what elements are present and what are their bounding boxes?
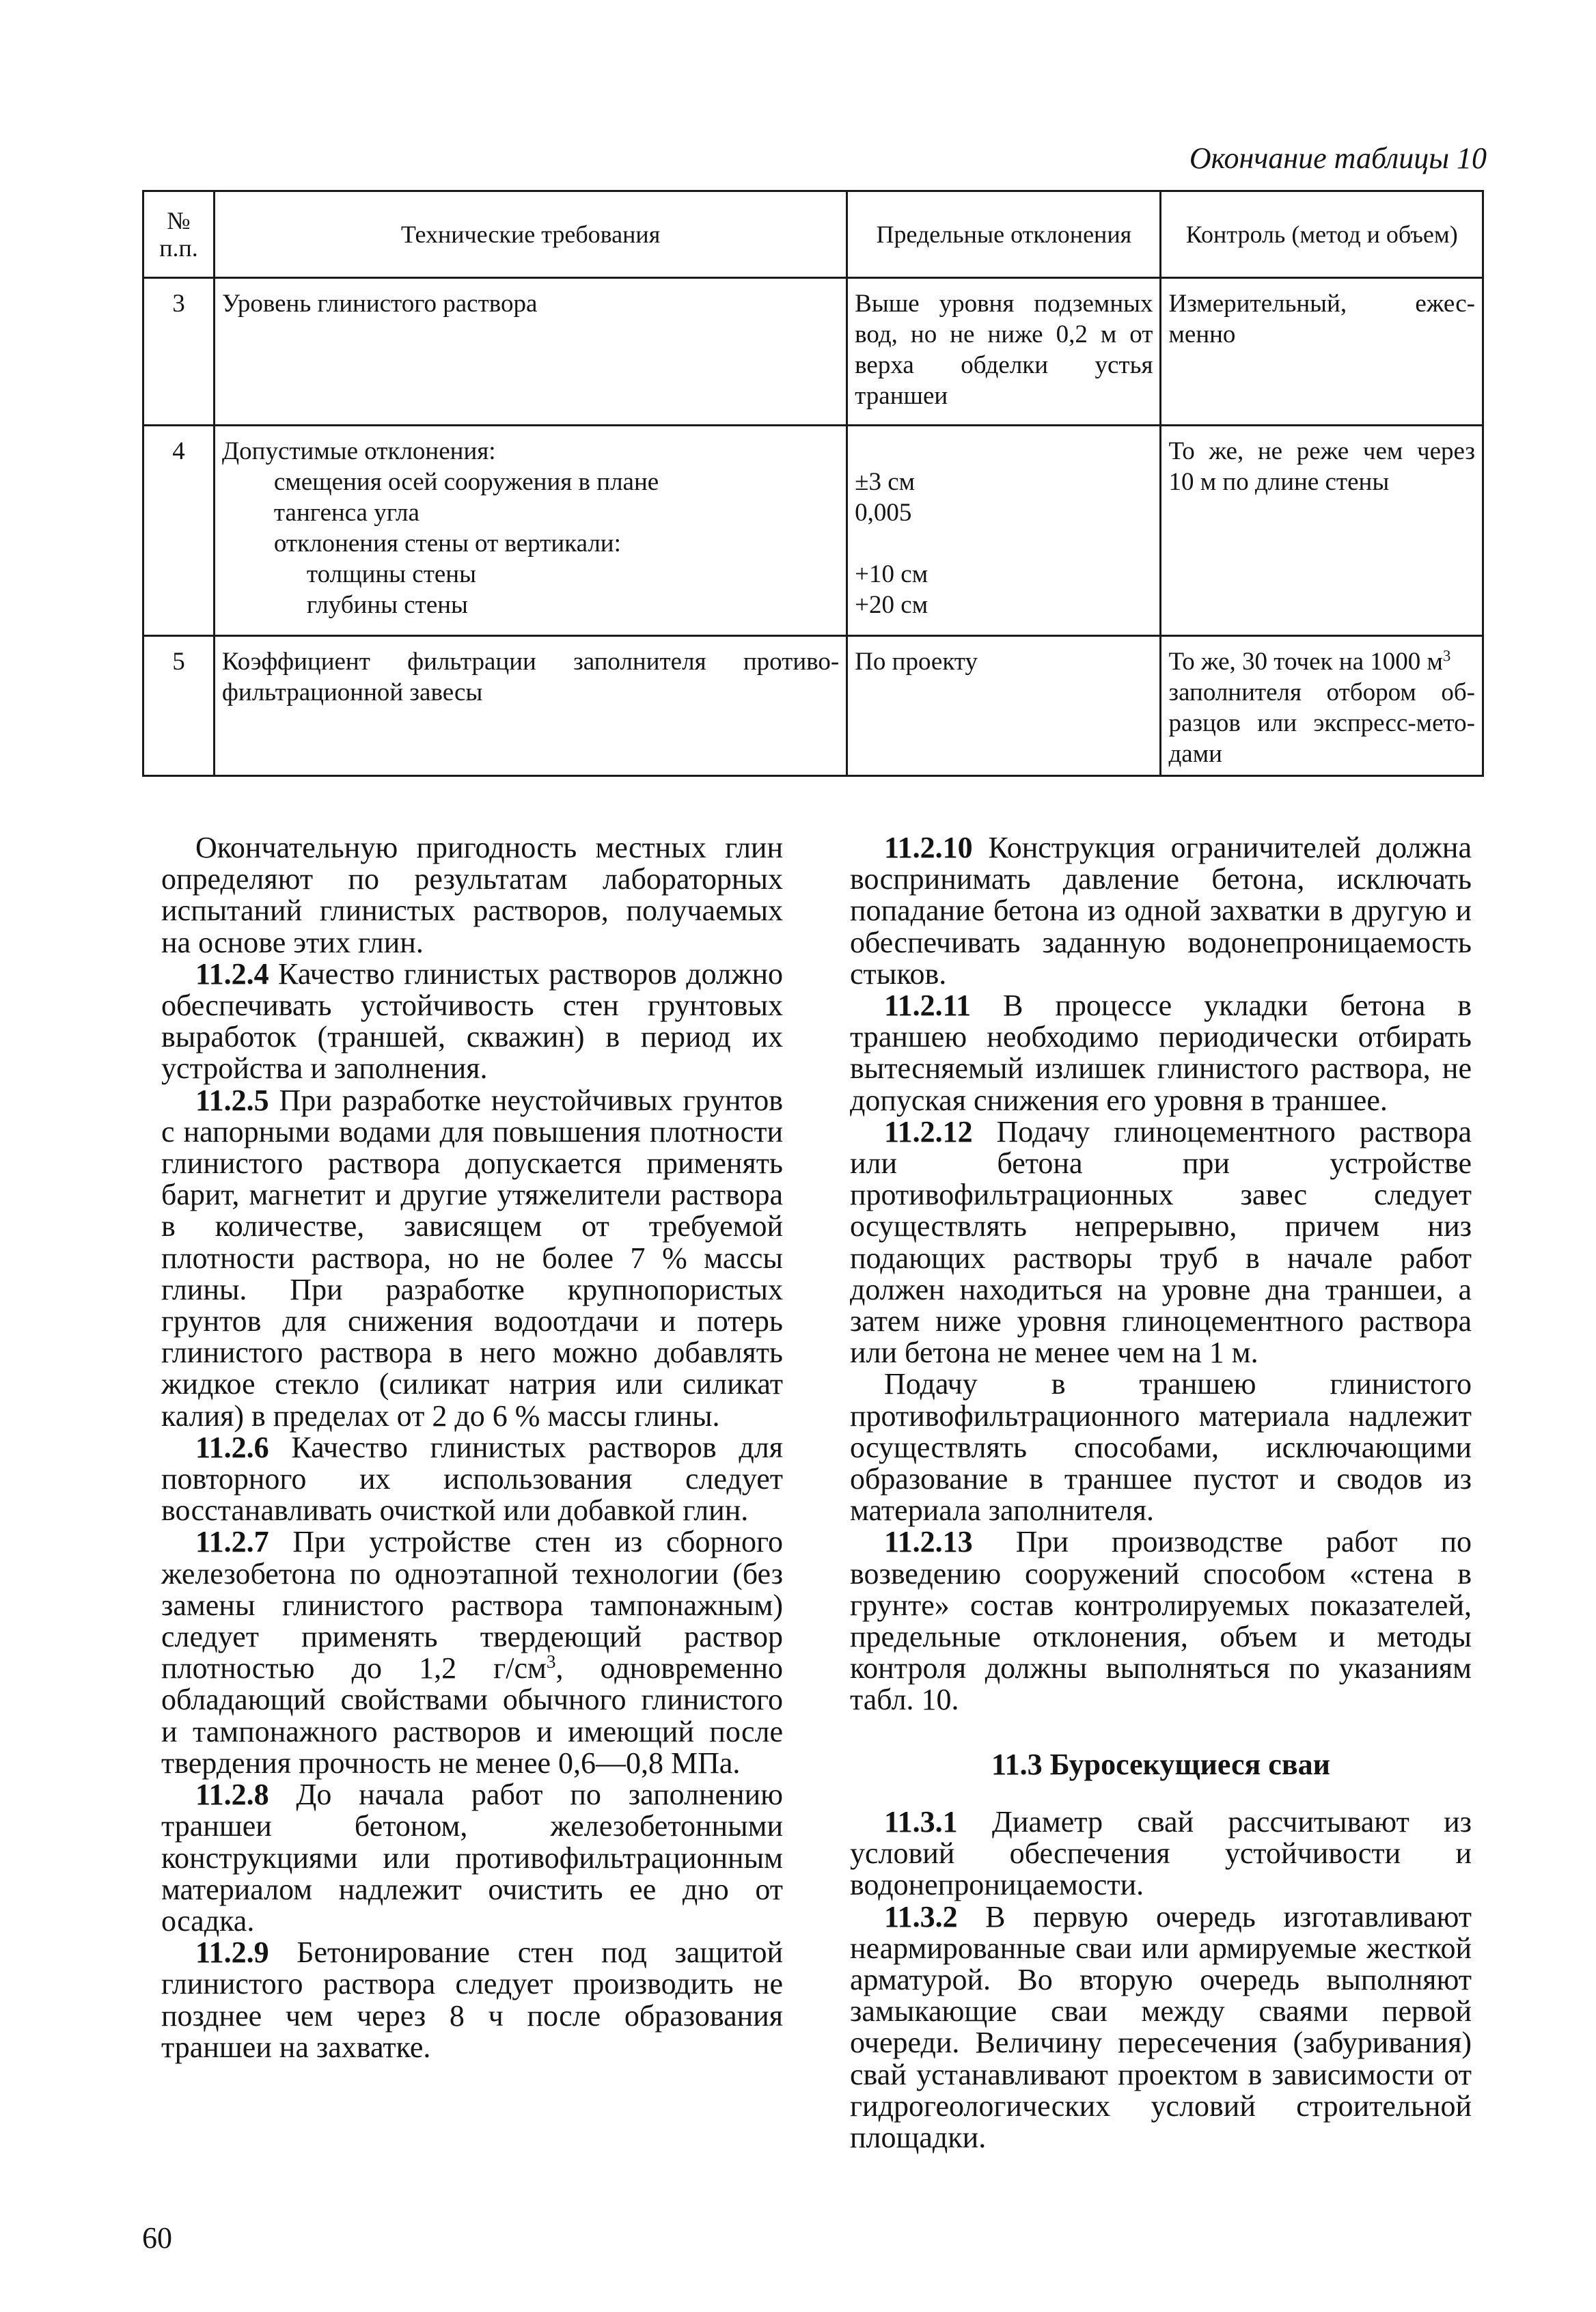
- tolerance-line: верха обделки устья: [855, 351, 1153, 379]
- row-tolerance: [847, 278, 1161, 426]
- requirement-line: толщины стены: [306, 560, 476, 588]
- requirement-line: Допустимые отклонения:: [221, 437, 496, 465]
- clause-number: 11.2.8: [195, 1778, 269, 1812]
- table-header-row: [143, 191, 1483, 278]
- header-tolerances: Предельные отклонения: [847, 191, 1161, 278]
- control-line: 10 м по длине стены: [1168, 468, 1390, 496]
- paragraph-11-2-5: [161, 1085, 783, 1432]
- right-column: [850, 832, 1472, 2153]
- control-line: менно: [1168, 320, 1236, 348]
- row-requirement: [214, 278, 847, 426]
- clause-number: 11.2.10: [884, 831, 973, 864]
- row-tolerance: [847, 426, 1161, 636]
- paragraph-11-2-11: [850, 990, 1472, 1116]
- tolerance-line: 0,005: [855, 499, 912, 527]
- requirement-line: смещения осей сооружения в плане: [273, 468, 659, 496]
- control-line: Измерительный, ежес-: [1168, 290, 1475, 318]
- control-line: заполнителя отбором об-: [1168, 678, 1475, 706]
- clause-number: 11.2.7: [195, 1525, 269, 1559]
- paragraph-11-2-13: [850, 1526, 1472, 1716]
- clause-number: 11.2.4: [195, 957, 269, 991]
- clause-text: До начала работ по заполнению траншеи бетоном, железобетонными конструкциями или противофильтрационным материалом надлежит очистить ее дно от осадка.: [161, 1778, 783, 1938]
- clause-number: 11.2.13: [884, 1525, 973, 1559]
- requirement-line: Уровень глинистого раствора: [221, 290, 538, 318]
- paragraph-11-3-2: [850, 1901, 1472, 2154]
- clause-text: Качество глинистых растворов для повторного их использования следует восстанавливать очисткой или добавкой глин.: [161, 1430, 783, 1528]
- row-number: 3: [143, 278, 215, 426]
- paragraph-11-2-7: [161, 1526, 783, 1779]
- table-row: [143, 278, 1483, 426]
- clause-text: При разработке неустойчивых грунтов с напорными водами для повышения плотности глинистого раствора допускается применять барит, магнетит и другие утяжелители раствора в количестве, зависящем от требуемой плотности раствора, но не более 7 % массы глины. При разработке крупнопористых грунтов для снижения водоотдачи и потерь глинистого раствора в него можно добавлять жидкое стекло (силикат натрия или силикат калия) в пределах от 2 до 6 % массы глины.: [161, 1083, 783, 1433]
- tolerance-line: Выше уровня подземных: [855, 290, 1153, 318]
- tolerance-line: По проекту: [855, 648, 978, 676]
- clause-number: 11.3.1: [884, 1804, 958, 1839]
- paragraph-11-2-10: [850, 832, 1472, 990]
- control-text: То же, 30 точек на 1000 м: [1168, 648, 1443, 676]
- requirement-line: фильтрационной завесы: [221, 678, 483, 706]
- control-line: То же, не реже чем через: [1168, 437, 1475, 465]
- control-line: [1168, 646, 1475, 677]
- tolerance-line: [855, 528, 1153, 559]
- control-line: разцов или экспресс-мето-: [1168, 709, 1475, 737]
- control-line: дами: [1168, 740, 1222, 768]
- header-control: Контроль (метод и объем): [1161, 191, 1483, 278]
- tolerance-line: траншеи: [855, 382, 948, 410]
- requirement-line: отклонения стены от вертикали:: [273, 529, 621, 558]
- paragraph: Окончательную пригодность местных глин определяют по результатам лабораторных испытаний глинистых растворов, получаемых на основе этих глин.: [161, 831, 783, 959]
- paragraph-11-2-4: [161, 959, 783, 1085]
- clause-number: 11.2.9: [195, 1936, 269, 1970]
- paragraph-11-3-1: [850, 1806, 1472, 1901]
- clause-text: Подачу глиноцементного раствора или бетона при устройстве противофильтрационных завес следует осуществлять непрерывно, причем низ подающих растворы труб в начале работ должен находиться на уровне дна траншеи, а затем ниже уровня глиноцементного раствора или бетона не менее чем на 1 м.: [850, 1114, 1472, 1370]
- requirement-line: Коэффициент фильтрации заполнителя противо-: [221, 648, 840, 676]
- tolerance-line: +20 см: [855, 591, 928, 619]
- clause-text: Бетонирование стен под защитой глинистого раствора следует производить не позднее чем через 8 ч после образования траншеи на захватке.: [161, 1936, 783, 2064]
- table-10: [142, 190, 1484, 777]
- header-number: № п.п.: [143, 191, 215, 278]
- tolerance-line: +10 см: [855, 560, 928, 588]
- section-heading: 11.3 Буросекущиеся сваи: [991, 1747, 1330, 1781]
- paragraph-11-2-9: [161, 1937, 783, 2063]
- clause-text: В процессе укладки бетона в траншею необходимо периодически отбирать вытесняемый излишек глинистого раствора, не допуская снижения его уровня в траншее.: [850, 989, 1472, 1117]
- tolerance-line: ±3 см: [855, 468, 916, 496]
- requirement-line: глубины стены: [306, 591, 468, 619]
- table-row: [143, 426, 1483, 636]
- row-requirement: [214, 636, 847, 776]
- tolerance-line: [855, 436, 1153, 467]
- paragraph-11-2-6: [161, 1432, 783, 1527]
- clause-number: 11.2.6: [195, 1430, 269, 1464]
- paragraph-11-2-8: [161, 1779, 783, 1937]
- paragraph-11-2-12: [850, 1116, 1472, 1369]
- clause-number: 11.2.12: [884, 1114, 973, 1148]
- superscript-cube: 3: [546, 1651, 556, 1673]
- requirement-line: тангенса угла: [273, 499, 419, 527]
- clause-text: При производстве работ по возведению сооружений способом «стена в грунте» состав контролируемых показателей, предельные отклонения, объем и методы контроля должны выполняться по указаниям табл. 10.: [850, 1525, 1472, 1717]
- row-control: [1161, 426, 1483, 636]
- clause-number: 11.3.2: [884, 1899, 958, 1933]
- clause-text: При устройстве стен из сборного железобетона по одноэтапной технологии (без замены глинистого раствора тампонажным) следует применять твердеющий раствор плотностью до 1,2 г/см: [161, 1525, 783, 1685]
- tolerance-line: вод, но не ниже 0,2 м от: [855, 320, 1153, 348]
- clause-text: Конструкция ограничителей должна воспринимать давление бетона, исключать попадание бетона из одной захватки в другую и обеспечивать заданную водонепроницаемость стыков.: [850, 831, 1472, 991]
- clause-text: В первую очередь изготавливают неармированные сваи или армируемые жесткой арматурой. Во вторую очередь выполняют замыкающие сваи между сваями первой очереди. Величину пересечения (забуривания) свай устанавливают проектом в зависимости от гидрогеологических условий строительной площадки.: [850, 1899, 1472, 2154]
- row-number: 4: [143, 426, 215, 636]
- row-number: 5: [143, 636, 215, 776]
- row-control: [1161, 278, 1483, 426]
- clause-number: 11.2.11: [884, 989, 972, 1023]
- row-tolerance: [847, 636, 1161, 776]
- row-control: [1161, 636, 1483, 776]
- superscript-cube: 3: [1442, 647, 1451, 665]
- clause-text: , одновременно обладающий свойствами обычного глинистого и тампонажного растворов и имеющий после твердения прочность не менее 0,6—0,8 МПа.: [161, 1651, 784, 1780]
- row-requirement: [214, 426, 847, 636]
- paragraph: Подачу в траншею глинистого противофильтрационного материала надлежит осуществлять способами, исключающими образование в траншее пустот и сводов из материала заполнителя.: [850, 1367, 1472, 1528]
- left-column: [161, 832, 783, 2063]
- clause-text: Качество глинистых растворов должно обеспечивать устойчивость стен грунтовых выработок (траншей, скважин) в период их устройства и заполнения.: [161, 957, 783, 1086]
- page-number: 60: [142, 2221, 172, 2255]
- table-row: [143, 636, 1483, 776]
- table-continuation-label: Окончание таблицы 10: [1189, 141, 1487, 175]
- header-requirements: Технические требования: [214, 191, 847, 278]
- clause-text: Диаметр свай рассчитывают из условий обеспечения устойчивости и водонепроницаемости.: [850, 1804, 1472, 1902]
- clause-number: 11.2.5: [195, 1083, 269, 1117]
